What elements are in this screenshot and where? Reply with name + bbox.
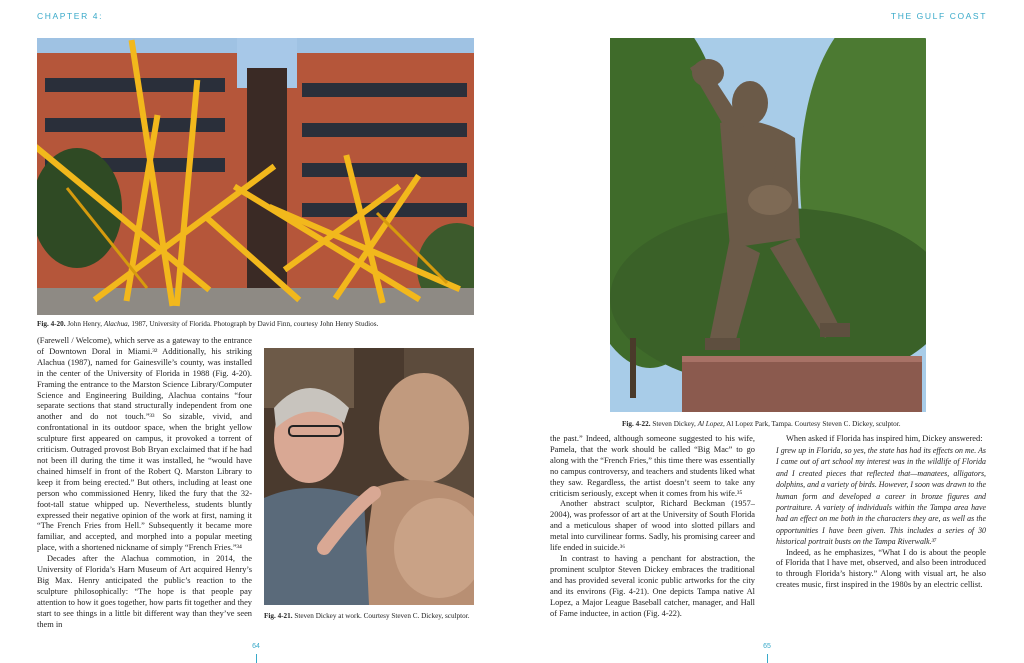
- fig-4-22-text-a: Steven Dickey,: [650, 420, 698, 428]
- fig-4-21-text: Steven Dickey at work. Courtesy Steven C. Dickey, sculptor.: [292, 612, 470, 620]
- fig-4-20-caption: [37, 320, 474, 329]
- left-text-column: [37, 336, 252, 630]
- folio-tick-left: [256, 654, 257, 663]
- right-paragraph-1: When asked if Florida has inspired him, Dickey answered:: [786, 434, 983, 443]
- al-lopez-statue-photo: [610, 38, 926, 412]
- middle-text-column: [550, 434, 755, 619]
- left-paragraph-2: Decades after the Alachua commotion, in 2014, the University of Florida’s Harn Museum of Art acquired Henry’s Big Max. Henry anticipated the public’s reaction to the sculpture philosophically: “The hope is that people pay attention to how it goes together, how parts fit together and they start to see things in a little bit different way than they’ve seen them in: [37, 554, 252, 629]
- left-paragraph-1: (Farewell / Welcome), which serve as a gateway to the entrance of Downtown Doral in Miami.³² Additionally, his striking Alachua (1987), named for Gainesville’s county, was installed in the center of the University of Florida in 1988 (Fig. 4-20). Framing the entrance to the Marston Science Library/Computer Science and Engineering Building, Alachua contains “four separate sections that stand structurally independent from one another and do not touch.”³³ So sizable, vivid, and confrontational in its outdoor space, when the bright yellow sculpture first appeared on campus, it provoked a torrent of criticism. Outraged provost Bob Bryan exclaimed that if he had not been ill during the time it was installed, he “would have chained himself in front of the Robert Q. Marston Library to keep it from being erected.” But others, including at least one person who commissioned Henry, liked the fury that the 32-foot-tall statue whipped up. Nevertheless, students bluntly expressed their negative opinion of the work at first, naming it “The French Fries from Hell.” Subsequently it became more familiar, and accepted, and morphed into a popular meeting place, with a shortened nickname of simply “French Fries.”³⁴: [37, 336, 252, 553]
- fig-4-22-title: Al Lopez: [697, 420, 723, 428]
- fig-4-20-title: Alachua: [103, 320, 128, 328]
- running-head-section: THE GULF COAST: [890, 11, 987, 21]
- page-number-left: 64: [252, 643, 260, 650]
- fig-4-20-text-a: John Henry,: [65, 320, 104, 328]
- fig-4-21-caption: [264, 612, 479, 621]
- right-text-column: [776, 434, 986, 591]
- folio-tick-right: [767, 654, 768, 663]
- dickey-quote: I grew up in Florida, so yes, the state has had its effects on me. As I came out of art school my interest was in the wildlife of Florida and I created pieces that reflected that—manatees, alligators, dolphins, and a variety of birds. However, I soon was drawn to the human form and developed a career in bronze figures and portraiture. A variety of individuals within the Tampa area have had an effect on me both in the characters they are, as well as the opportunities I have been given. This includes a series of 30 historical portrait busts on the Tampa Riverwalk.³⁷: [776, 445, 986, 547]
- middle-paragraph-3: In contrast to having a penchant for abstraction, the prominent sculptor Steven Dickey embraces the traditional and has provided several iconic public artworks for the city and its environs (Fig. 4-21). One depicts Tampa native Al Lopez, a Major League Baseball catcher, manager, and Hall of Fame inductee, in action (Fig. 4-22).: [550, 553, 755, 618]
- page-number-right: 65: [763, 643, 771, 650]
- fig-4-20-text-b: , 1987, University of Florida. Photograph by David Finn, courtesy John Henry Studios.: [127, 320, 379, 328]
- right-paragraph-2: Indeed, as he emphasizes, “What I do is about the people of Florida that I have met, observed, and also been introduced to through Florida’s history.” Along with visual art, he also creates music, first inspired in the 1980s by an electric cellist.: [776, 547, 986, 590]
- middle-paragraph-2: Another abstract sculptor, Richard Beckman (1957–2004), was professor of art at the University of South Florida and a meticulous shaper of wood into slotted pillars and metal into curvilinear forms. Sadly, his promising career and life ended in suicide.³⁶: [550, 499, 755, 553]
- fig-4-22-caption: [622, 420, 922, 429]
- fig-4-22-text-b: , Al Lopez Park, Tampa. Courtesy Steven C. Dickey, sculptor.: [722, 420, 901, 428]
- middle-paragraph-1: the past.” Indeed, although someone suggested to his wife, Pamela, that the work should be called “Big Mac” to go along with the “French Fries,” this time there was essentially no campus controversy, and teachers and students liked what they saw. Regardless, the artist doesn’t seem to take any criticism seriously, except when it comes from his wife.³⁵: [550, 434, 755, 498]
- dickey-at-work-photo: [264, 348, 474, 605]
- fig-4-21-label: Fig. 4-21.: [264, 612, 293, 620]
- running-head-chapter: CHAPTER 4:: [37, 11, 104, 21]
- alachua-photo: [37, 38, 474, 315]
- fig-4-22-label: Fig. 4-22.: [622, 420, 651, 428]
- fig-4-20-label: Fig. 4-20.: [37, 320, 66, 328]
